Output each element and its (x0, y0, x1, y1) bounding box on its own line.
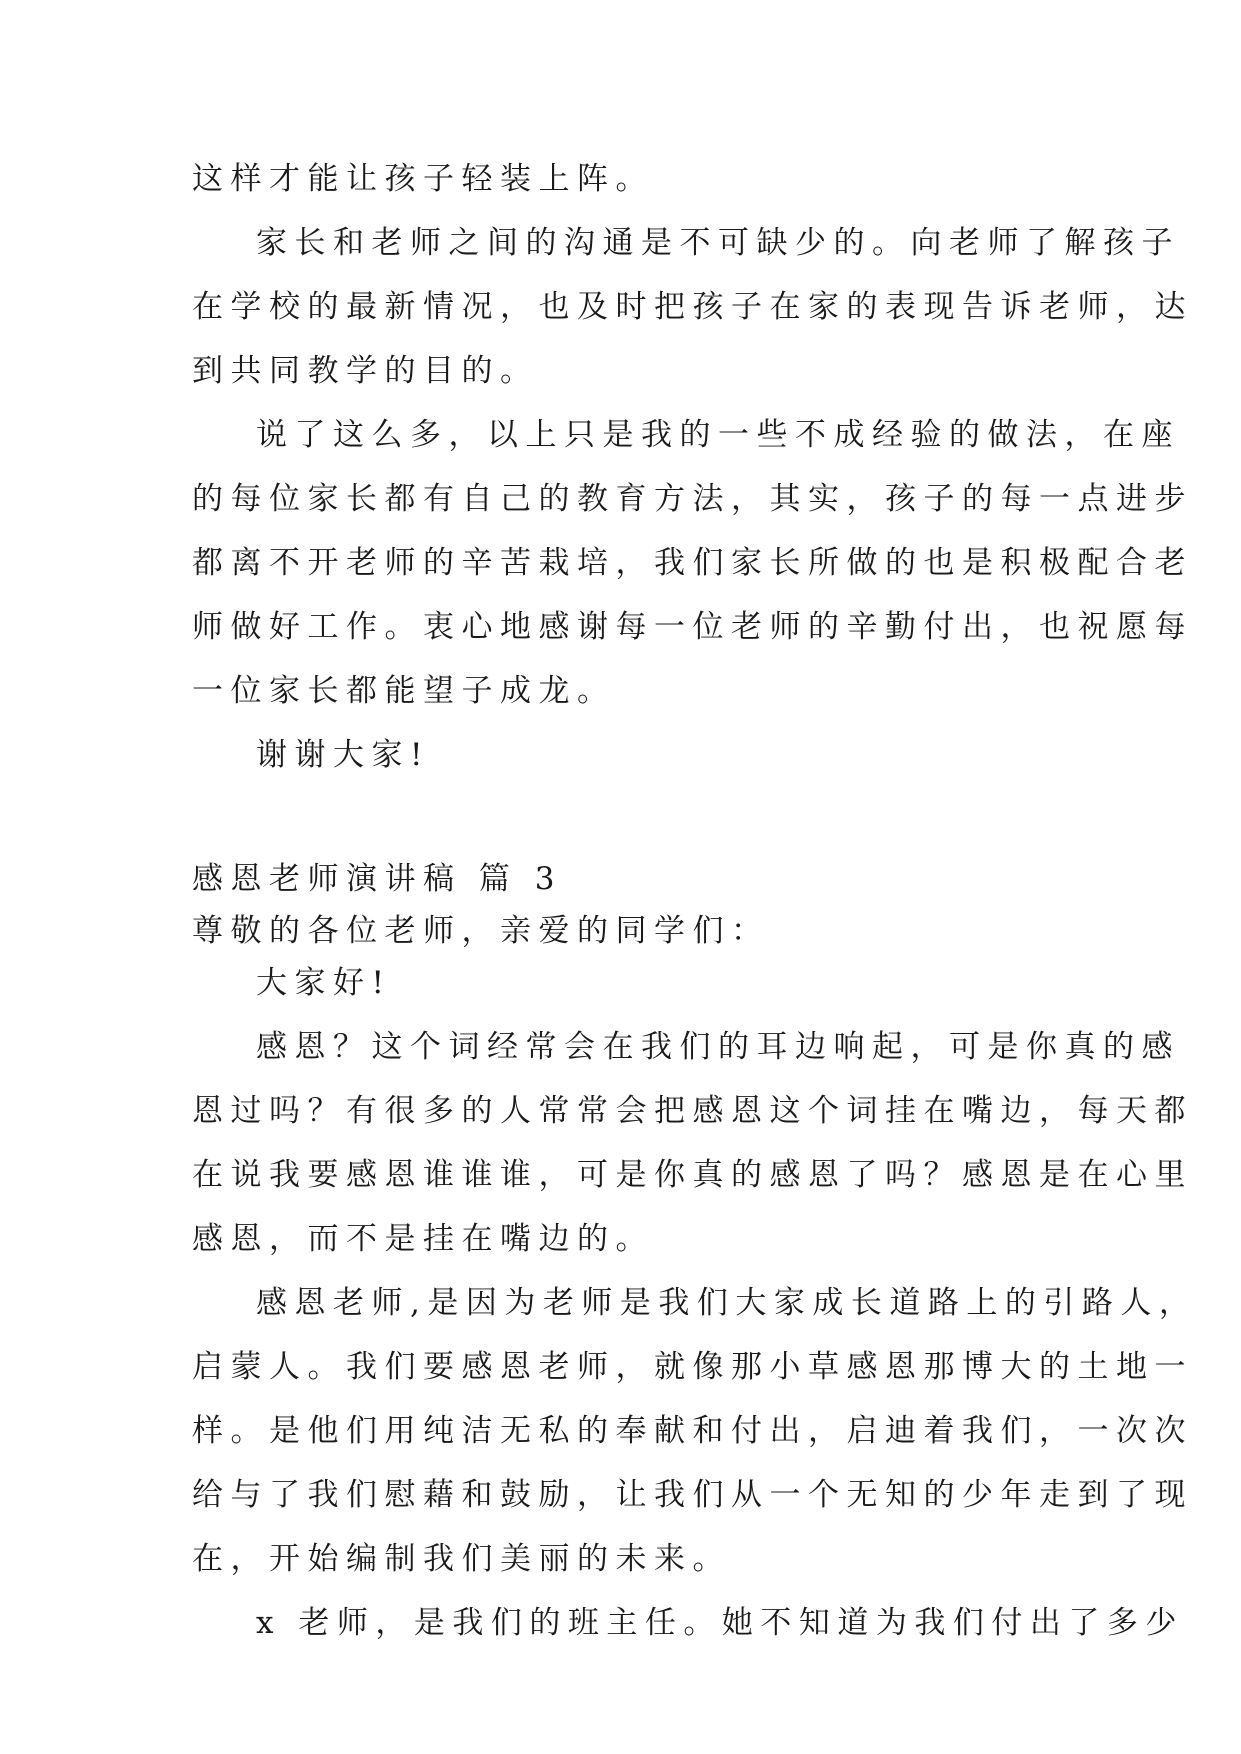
salutation: 尊敬的各位老师，亲爱的同学们： (192, 913, 770, 949)
document-body (192, 158, 1198, 1644)
body-line: 说了这么多，以上只是我的一些不成经验的做法，在座 (256, 417, 1180, 453)
body-line: 样。是他们用纯洁无私的奉献和付出，启迪着我们，一次次 (192, 1413, 1193, 1449)
body-line: 都离不开老师的辛苦栽培，我们家长所做的也是积极配合老 (192, 545, 1193, 581)
body-line: 一位家长都能望子成龙。 (192, 673, 616, 709)
body-line: 给与了我们慰藉和鼓励，让我们从一个无知的少年走到了现 (192, 1477, 1193, 1513)
body-line: 恩过吗？有很多的人常常会把感恩这个词挂在嘴边，每天都 (192, 1093, 1193, 1129)
body-line: 的每位家长都有自己的教育方法，其实，孩子的每一点进步 (192, 481, 1193, 517)
closing-line: 谢谢大家! (256, 737, 430, 773)
body-line: 到共同教学的目的。 (192, 353, 539, 389)
body-line: 家长和老师之间的沟通是不可缺少的。向老师了解孩子 (256, 225, 1180, 261)
body-line: 启蒙人。我们要感恩老师，就像那小草感恩那博大的土地一 (192, 1349, 1193, 1385)
body-line: 师做好工作。衷心地感谢每一位老师的辛勤付出，也祝愿每 (192, 609, 1193, 645)
body-line: 这样才能让孩子轻装上阵。 (192, 161, 654, 197)
section-title: 感恩老师演讲稿 篇 3 (192, 861, 562, 897)
body-line: 感恩？这个词经常会在我们的耳边响起，可是你真的感 (256, 1029, 1180, 1065)
greeting-line: 大家好! (256, 965, 392, 1001)
body-line: 在学校的最新情况，也及时把孩子在家的表现告诉老师，达 (192, 289, 1193, 325)
body-line: 感恩，而不是挂在嘴边的。 (192, 1221, 654, 1257)
body-line: x 老师，是我们的班主任。她不知道为我们付出了多少 (256, 1605, 1184, 1641)
body-line: 感恩老师,是因为老师是我们大家成长道路上的引路人， (256, 1285, 1198, 1321)
body-line: 在说我要感恩谁谁谁，可是你真的感恩了吗？感恩是在心里 (192, 1157, 1193, 1193)
body-line: 在，开始编制我们美丽的未来。 (192, 1541, 731, 1577)
